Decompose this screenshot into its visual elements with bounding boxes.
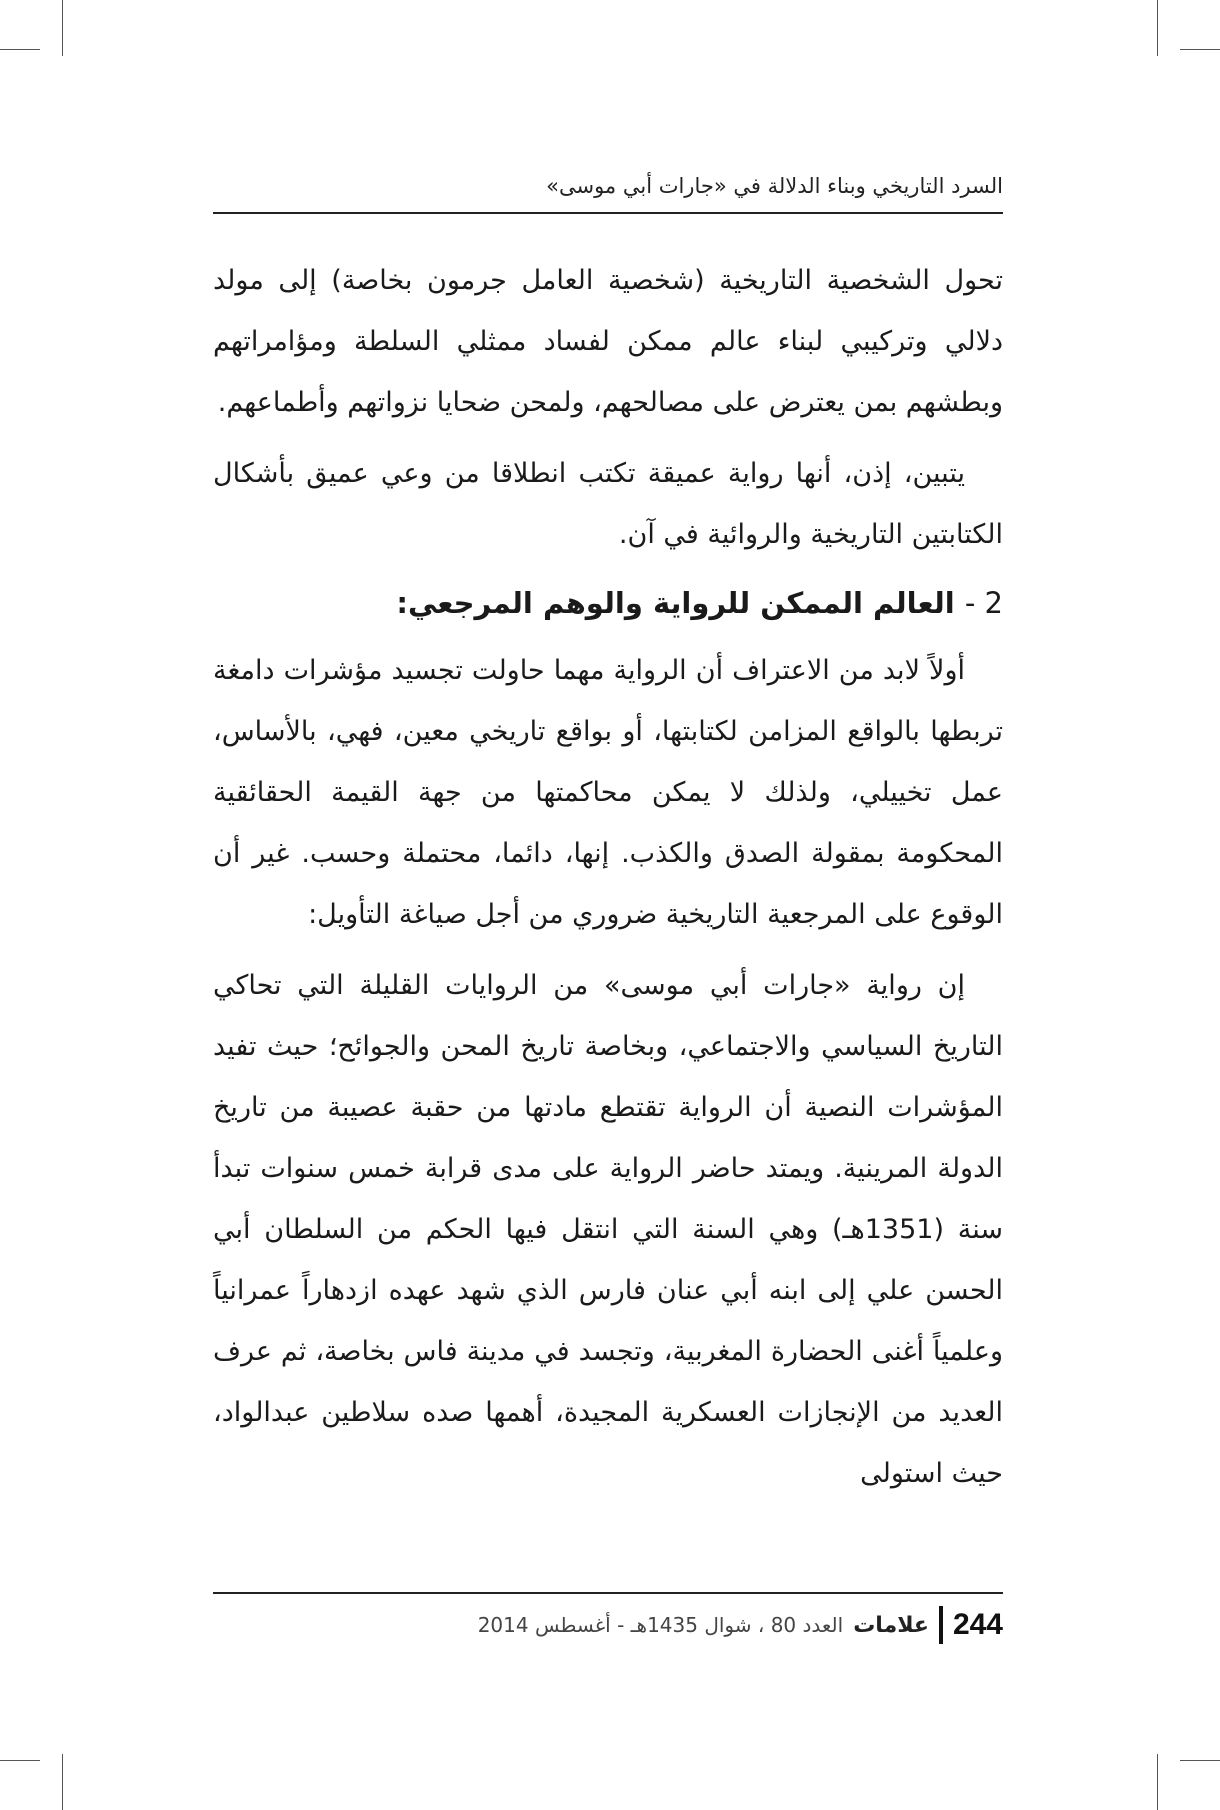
footer-separator [939, 1606, 943, 1644]
issue-info: العدد 80 ، شوال 1435هـ - أغسطس 2014 [477, 1613, 844, 1637]
paragraph: تحول الشخصية التاريخية (شخصية العامل جرمون بخاصة) إلى مولد دلالي وتركيبي لبناء عالم ممكن لفساد ممثلي السلطة ومؤامراتهم وبطشهم بمن يعترض على مصالحهم، ولمحن ضحايا نزواتهم وأطماعهم. [213, 265, 1003, 418]
article-body [213, 250, 1003, 1504]
journal-logo: علامات [853, 1612, 929, 1638]
crop-mark [1157, 1754, 1158, 1810]
running-header [213, 170, 1003, 214]
crop-mark [1180, 1760, 1220, 1761]
crop-mark [0, 49, 40, 50]
page-number: 244 [952, 1608, 1003, 1641]
paragraph: يتبين، إذن، أنها رواية عميقة تكتب انطلاقا من وعي عميق بأشكال الكتابتين التاريخية والروائية في آن. [213, 458, 1003, 550]
crop-mark [1180, 49, 1220, 50]
running-title: السرد التاريخي وبناء الدلالة في «جارات أبي موسى» [546, 174, 1003, 198]
crop-mark [62, 1754, 63, 1810]
section-heading [213, 573, 1003, 634]
paragraph: أولاً لابد من الاعتراف أن الرواية مهما حاولت تجسيد مؤشرات دامغة تربطها بالواقع المزامن لكتابتها، أو بواقع تاريخي معين، فهي، بالأساس، عمل تخييلي، ولذلك لا يمكن محاكمتها من جهة القيمة الحقائقية المحكومة بمقولة الصدق والكذب. إنها، دائما، محتملة وحسب. غير أن الوقوع على المرجعية التاريخية ضروري من أجل صياغة التأويل: [213, 655, 1003, 930]
paragraph: إن رواية «جارات أبي موسى» من الروايات القليلة التي تحاكي التاريخ السياسي والاجتماعي، وبخاصة تاريخ المحن والجوائح؛ حيث تفيد المؤشرات النصية أن الرواية تقتطع مادتها من حقبة عصيبة من تاريخ الدولة المرينية. ويمتد حاضر الرواية على مدى قرابة خمس سنوات تبدأ سنة (1351هـ) وهي السنة التي انتقل فيها الحكم من السلطان أبي الحسن علي إلى ابنه أبي عنان فارس الذي شهد عهده ازدهاراً عمرانياً وعلمياً أغنى الحضارة المغربية، وتجسد في مدينة فاس بخاصة، ثم عرف العديد من الإنجازات العسكرية المجيدة، أهمها صده سلاطين عبدالواد، حيث استولى [213, 970, 1003, 1489]
page-footer [478, 1600, 1003, 1650]
footer-rule [213, 1592, 1003, 1594]
crop-mark [0, 1760, 40, 1761]
section-title: العالم الممكن للرواية والوهم المرجعي: [396, 586, 955, 620]
section-number: 2 - [964, 586, 1003, 620]
crop-mark [1157, 0, 1158, 56]
crop-mark [62, 0, 63, 56]
